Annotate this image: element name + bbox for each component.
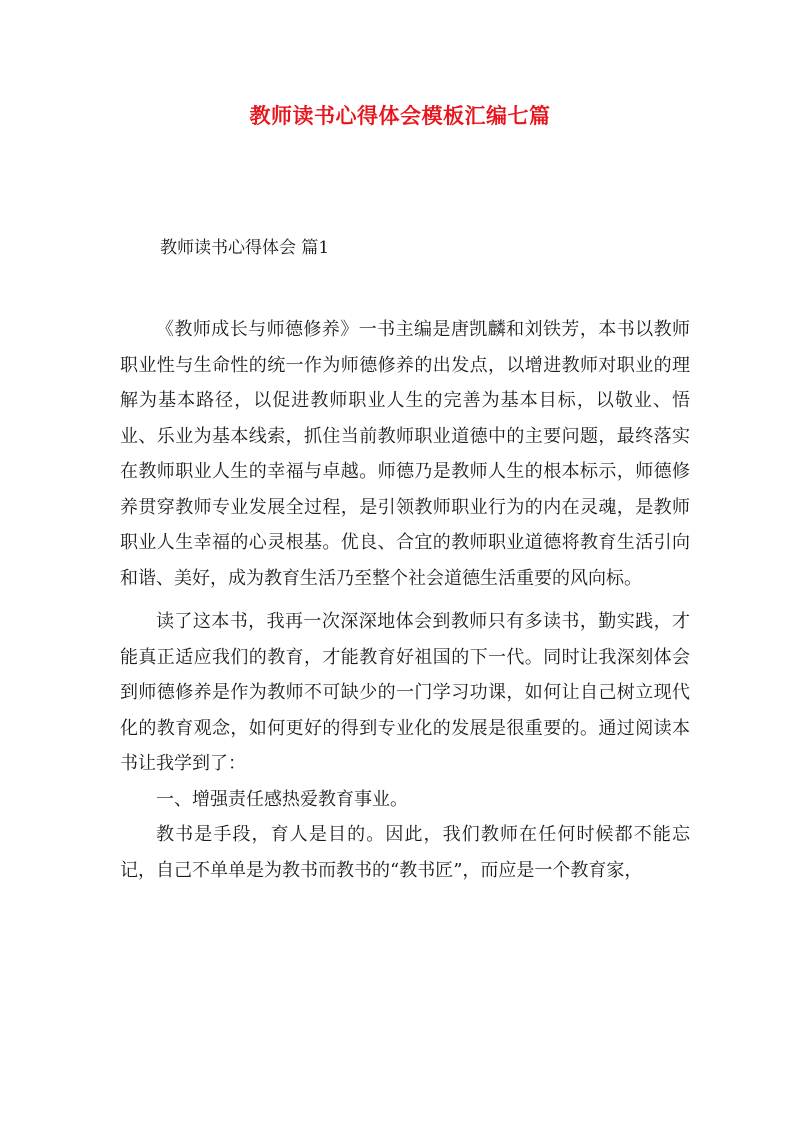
section-heading: 教师读书心得体会 篇1 (160, 238, 330, 258)
paragraph-4: 教书是手段，育人是目的。因此，我们教师在任何时候都不能忘记，自己不单单是为教书而教书的“教书匠”，而应是一个教育家， (120, 824, 690, 881)
paragraph-3: 一、增强责任感热爱教育事业。 (156, 788, 408, 810)
body-text (120, 312, 690, 888)
document-title: 教师读书心得体会模板汇编七篇 (249, 103, 551, 128)
paragraph-1: 《教师成长与师德修养》一书主编是唐凯麟和刘铁芳，本书以教师职业性与生命性的统一作为师德修养的出发点，以增进教师对职业的理解为基本路径，以促进教师职业人生的完善为基本目标，以敬业、悟业、乐业为基本线索，抓住当前教师职业道德中的主要问题，最终落实在教师职业人生的幸福与卓越。师德乃是教师人生的根本标示，师德修养贯穿教师专业发展全过程，是引领教师职业行为的内在灵魂，是教师职业人生幸福的心灵根基。优良、合宜的教师职业道德将教育生活引向和谐、美好，成为教育生活乃至整个社会道德生活重要的风向标。 (120, 319, 690, 589)
paragraph-2: 读了这本书，我再一次深深地体会到教师只有多读书，勤实践，才能真正适应我们的教育，才能教育好祖国的下一代。同时让我深刻体会到师德修养是作为教师不可缺少的一门学习功课，如何让自己树立现代化的教育观念，如何更好的得到专业化的发展是很重要的。通过阅读本书让我学到了： (120, 611, 690, 774)
